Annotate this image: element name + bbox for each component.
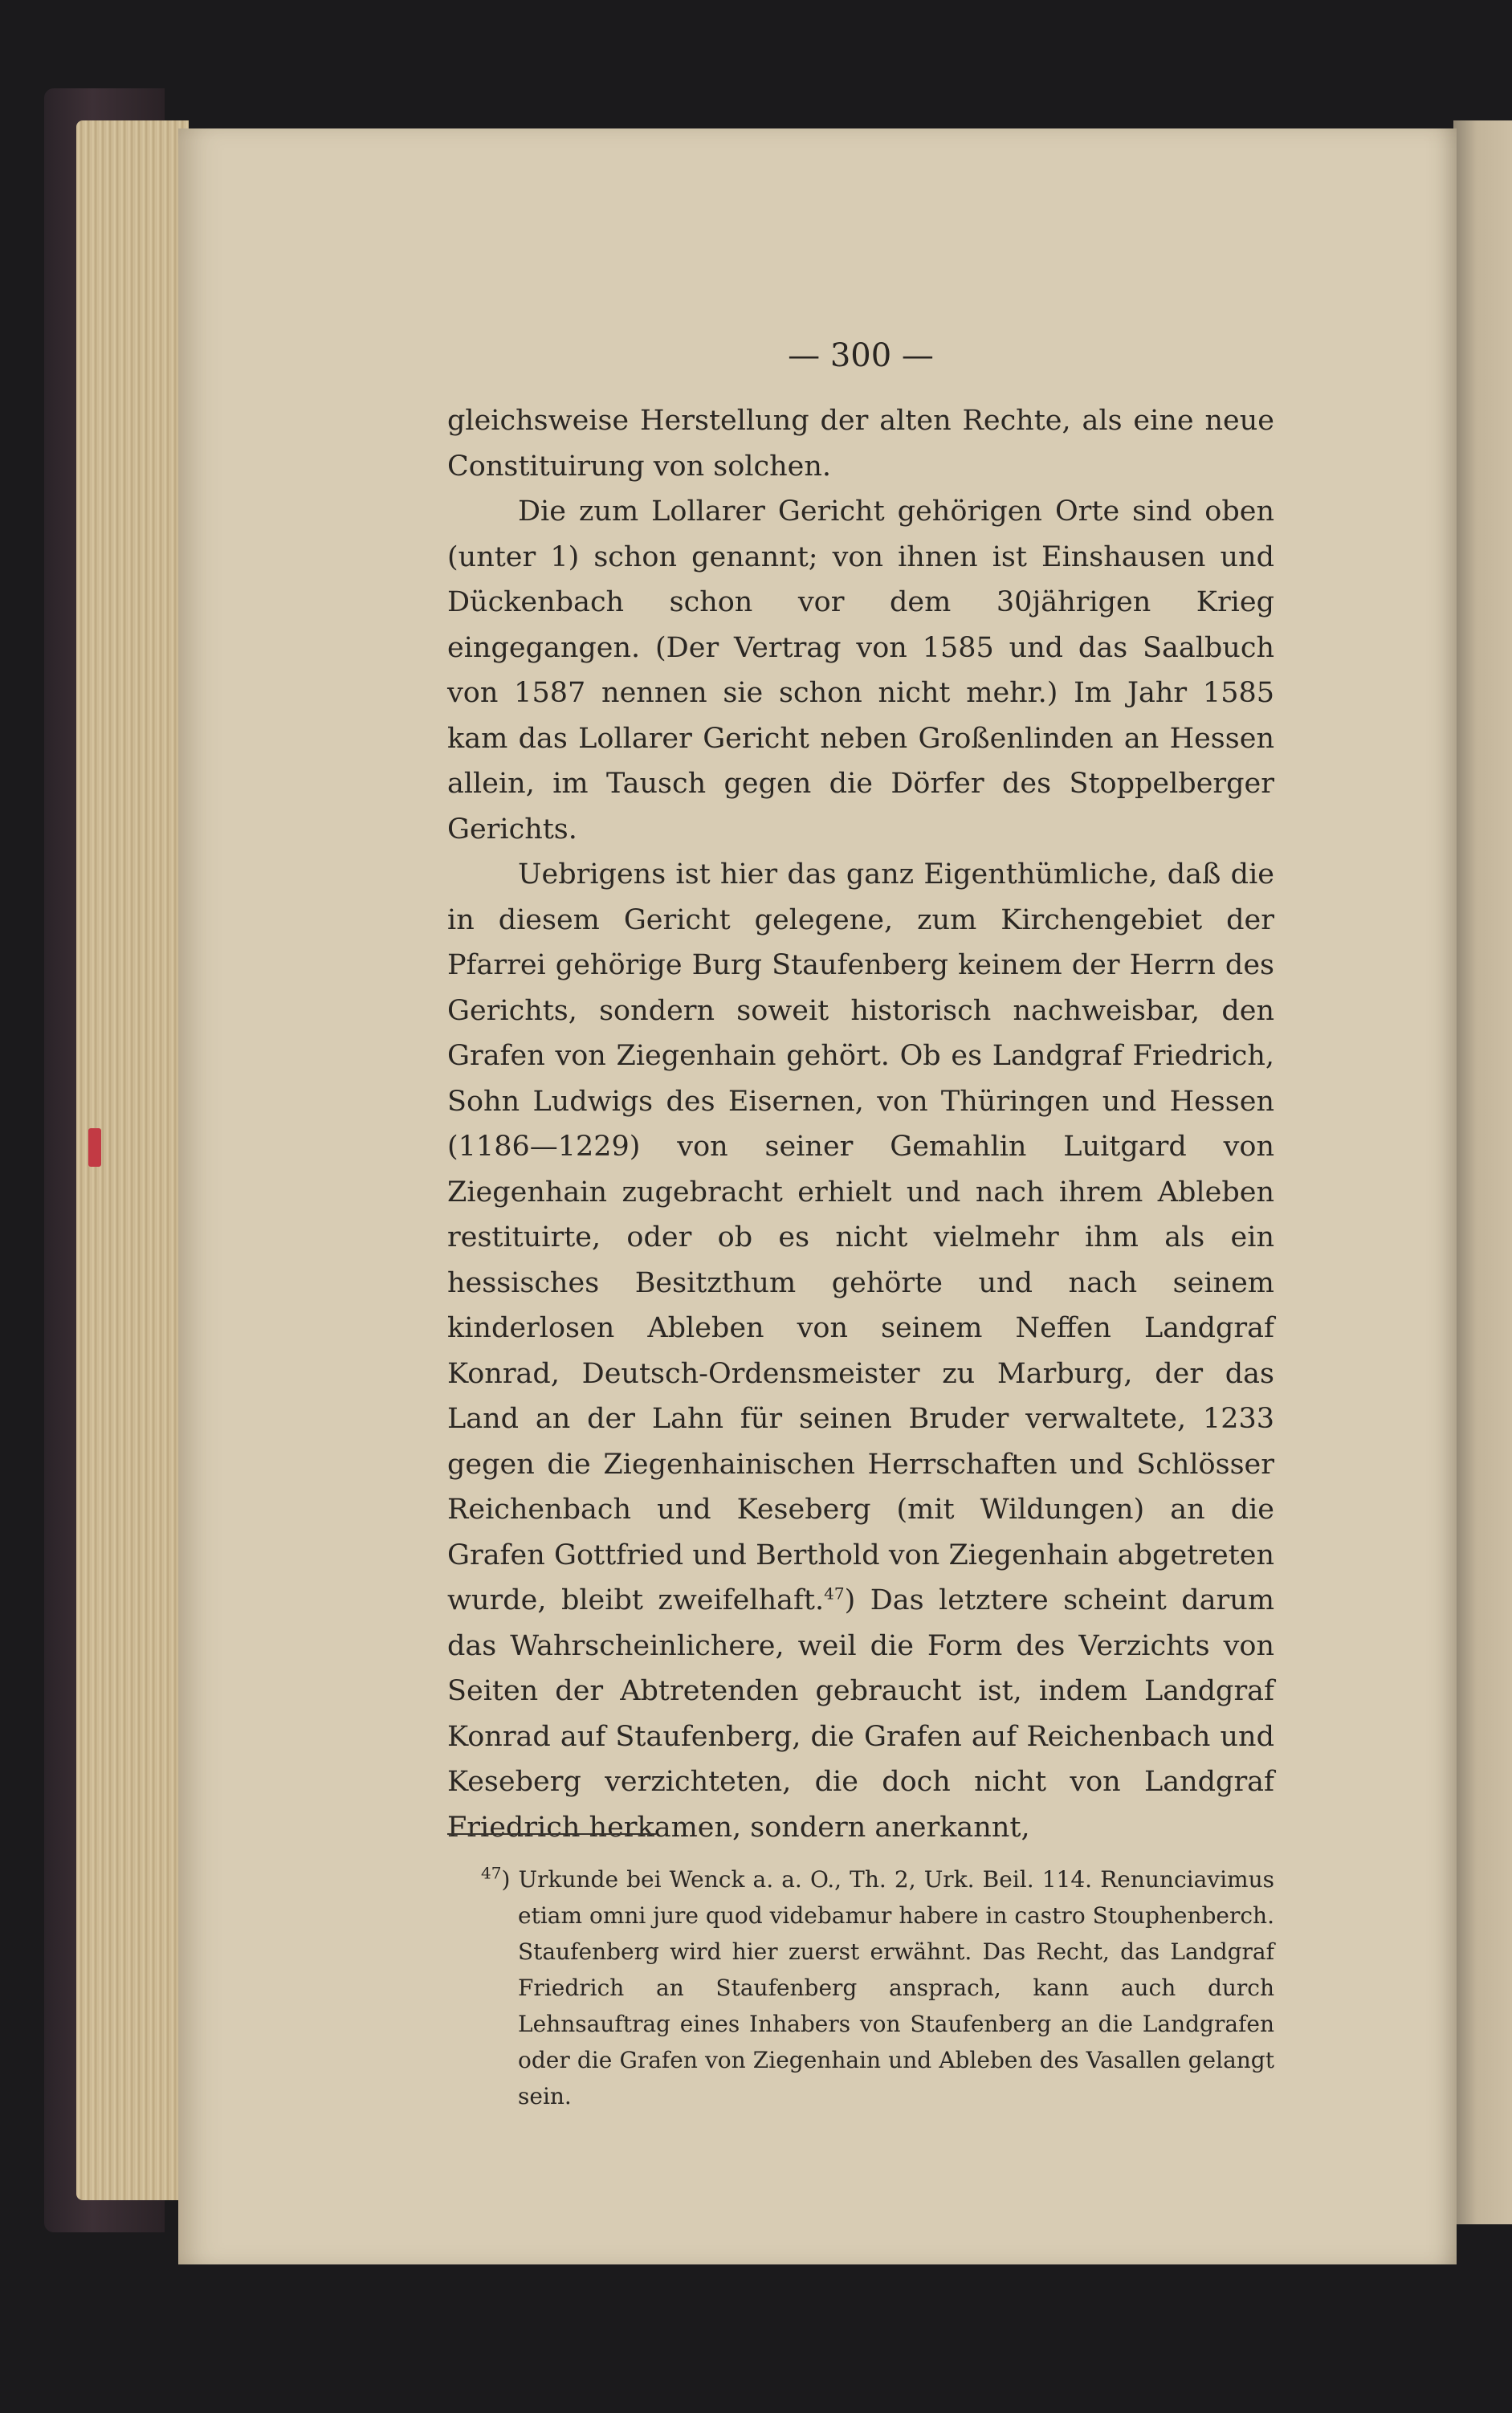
next-page-edge [1453,120,1512,2224]
footnote-text: Urkunde bei Wenck a. a. O., Th. 2, Urk. Beil. 114. Renunciavimus etiam omni jure quod videbamur habere in castro Stouphenberch. Staufenberg wird hier zuerst erwähnt. Das Recht, das Landgraf Friedrich an Staufenberg ansprach, kann auch durch Lehnsauftrag eines Inhabers von Staufenberg an die Landgrafen oder die Grafen von Ziegenhain und Ableben des Vasallen gelangt sein. [518,1866,1275,2109]
body-text [447,398,1274,1850]
footnote-rule [447,1833,656,1835]
paragraph-3-text: Uebrigens ist hier das ganz Eigenthümliche, daß die in diesem Gericht gelegene, zum Kirchengebiet der Pfarrei gehörige Burg Staufenberg keinem der Herrn des Gerichts, sondern soweit historisch nachweisbar, den Grafen von Ziegenhain gehört. Ob es Landgraf Friedrich, Sohn Ludwigs des Eisernen, von Thüringen und Hessen (1186—1229) von seiner Gemahlin Luitgard von Ziegenhain zugebracht erhielt und nach ihrem Ableben restituirte, oder ob es nicht vielmehr ihm als ein hessisches Besitzthum gehörte und nach seinem kinderlosen Ableben von seinem Neffen Landgraf Konrad, Deutsch-Ordensmeister zu Marburg, der das Land an der Lahn für seinen Bruder verwaltete, 1233 gegen die Ziegenhainischen Herrschaften und Schlösser Reichenbach und Keseberg (mit Wildungen) an die Grafen Gottfried und Berthold von Ziegenhain abgetreten wurde, bleibt zweifelhaft. [447,858,1274,1616]
bookmark-tab [88,1128,101,1167]
book-page [178,128,1457,2264]
footnote-mark: 47 [481,1863,502,1883]
footnote: $^{47}$) Urkunde bei Wenck a. a. O., Th. 2, Urk. Beil. 114. Renunciavimus etiam omni jure quod videbamur habere in castro Stouphenberch. Staufenberg wird hier zuerst erwähnt. Das Recht, das Landgraf Friedrich an Staufenberg ansprach, kann auch durch Lehnsauftrag eines Inhabers von Staufenberg an die Landgrafen oder die Grafen von Ziegenhain und Ableben des Vasallen gelangt sein. [481,1863,1275,2109]
paragraph-3: Uebrigens ist hier das ganz Eigenthümliche, daß die in diesem Gericht gelegene, zum Kirchengebiet der Pfarrei gehörige Burg Staufenberg keinem der Herrn des Gerichts, sondern soweit historisch nachweisbar, den Grafen von Ziegenhain gehört. Ob es Landgraf Friedrich, Sohn Ludwigs des Eisernen, von Thüringen und Hessen (1186—1229) von seiner Gemahlin Luitgard von Ziegenhain zugebracht erhielt und nach ihrem Ableben restituirte, oder ob es nicht vielmehr ihm als ein hessisches Besitzthum gehörte und nach seinem kinderlosen Ableben von seinem Neffen Landgraf Konrad, Deutsch-Ordensmeister zu Marburg, der das Land an der Lahn für seinen Bruder verwaltete, 1233 gegen die Ziegenhainischen Herrschaften und Schlösser Reichenbach und Keseberg (mit Wildungen) an die Grafen Gottfried und Berthold von Ziegenhain abgetreten wurde, bleibt zweifelhaft.$^{47}$) Das letztere scheint darum das Wahrscheinlichere, weil die Form des Verzichts von Seiten der Abtretenden gebraucht ist, indem Landgraf Konrad auf Staufenberg, die Grafen auf Reichenbach und Keseberg verzichteten, die doch nicht von Landgraf Friedrich herkamen, sondern anerkannt, [447,858,1275,1844]
paragraph-3-continued: Das letztere scheint darum das Wahrscheinlichere, weil die Form des Verzichts von Seiten der Abtretenden gebraucht ist, indem Landgraf Konrad auf Staufenberg, die Grafen auf Reichenbach und Keseberg verzichteten, die doch nicht von Landgraf Friedrich herkamen, sondern anerkannt, [447,1584,1275,1844]
paragraph-2: Die zum Lollarer Gericht gehörigen Orte sind oben (unter 1) schon genannt; von ihnen ist Einshausen und Dückenbach schon vor dem 30jährigen Krieg eingegangen. (Der Vertrag von 1585 und das Saalbuch von 1587 nennen sie schon nicht mehr.) Im Jahr 1585 kam das Lollarer Gericht neben Großenlinden an Hessen allein, im Tausch gegen die Dörfer des Stoppelberger Gerichts. [447,495,1274,846]
page-number: — 300 — [788,337,934,374]
paragraph-1: gleichsweise Herstellung der alten Rechte, als eine neue Constituirung von solchen. [447,405,1274,483]
footnote-reference: 47 [824,1584,845,1604]
